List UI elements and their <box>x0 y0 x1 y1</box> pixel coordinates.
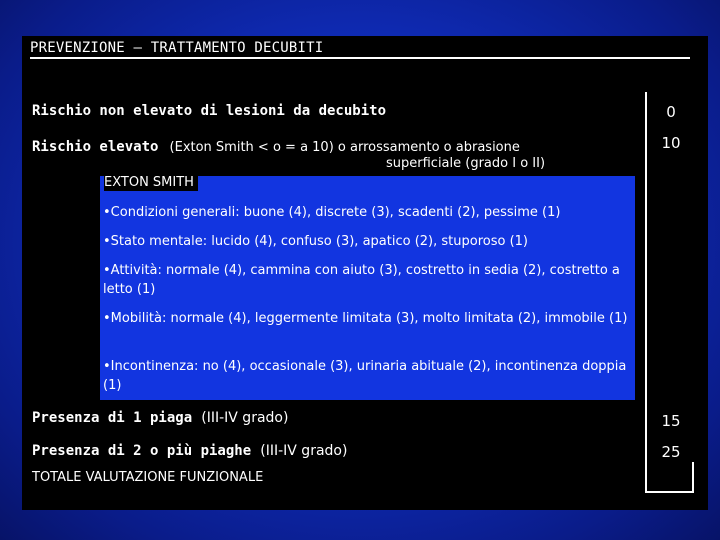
row-label-una-piaga-detail: (III-IV grado) <box>201 410 289 426</box>
exton-item-mobilita: •Mobilità: normale (4), leggermente limitata (3), molto limitata (2), immobile (1) <box>103 311 628 326</box>
row-label-non-elevato: Rischio non elevato di lesioni da decubito <box>32 103 387 119</box>
row-label-elevato-cont: superficiale (grado I o II) <box>386 156 546 171</box>
row-label-due-piaghe-detail: (III-IV grado) <box>260 443 348 459</box>
exton-item-stato-mentale: •Stato mentale: lucido (4), confuso (3), apatico (2), stuporoso (1) <box>103 234 528 249</box>
row-label-una-piaga-bold: Presenza di 1 piaga <box>32 410 193 426</box>
score-column-divider <box>645 92 647 492</box>
row-score-non-elevato: 0 <box>666 103 676 121</box>
exton-item-attivita: •Attività: normale (4), cammina con aiuto (3), costretto in sedia (2), costretto a letto (1) <box>103 263 620 297</box>
row-score-due-piaghe: 25 <box>661 443 681 461</box>
total-box-bottom-border <box>645 491 694 493</box>
row-label-elevato-bold: Rischio elevato <box>32 139 159 155</box>
row-score-una-piaga: 15 <box>661 412 681 430</box>
exton-item-condizioni: •Condizioni generali: buone (4), discrete (3), scadenti (2), pessime (1) <box>103 205 561 220</box>
row-label-una-piaga <box>32 407 288 426</box>
row-label-due-piaghe-bold: Presenza di 2 o più piaghe <box>32 443 252 459</box>
row-label-elevato-detail: (Exton Smith < o = a 10) o arrossamento o abrasione <box>169 140 520 155</box>
exton-smith-title: EXTON SMITH <box>104 175 198 191</box>
total-box-right-border <box>692 462 694 493</box>
exton-smith-box <box>100 176 635 400</box>
exton-item-incontinenza: •Incontinenza: no (4), occasionale (3), urinaria abituale (2), incontinenza doppia (1) <box>103 359 627 393</box>
row-score-elevato: 10 <box>661 134 681 152</box>
row-label-due-piaghe <box>32 440 347 459</box>
slide-title: PREVENZIONE – TRATTAMENTO DECUBITI <box>30 40 690 59</box>
total-label: TOTALE VALUTAZIONE FUNZIONALE <box>32 470 264 485</box>
row-label-elevato <box>32 136 520 155</box>
